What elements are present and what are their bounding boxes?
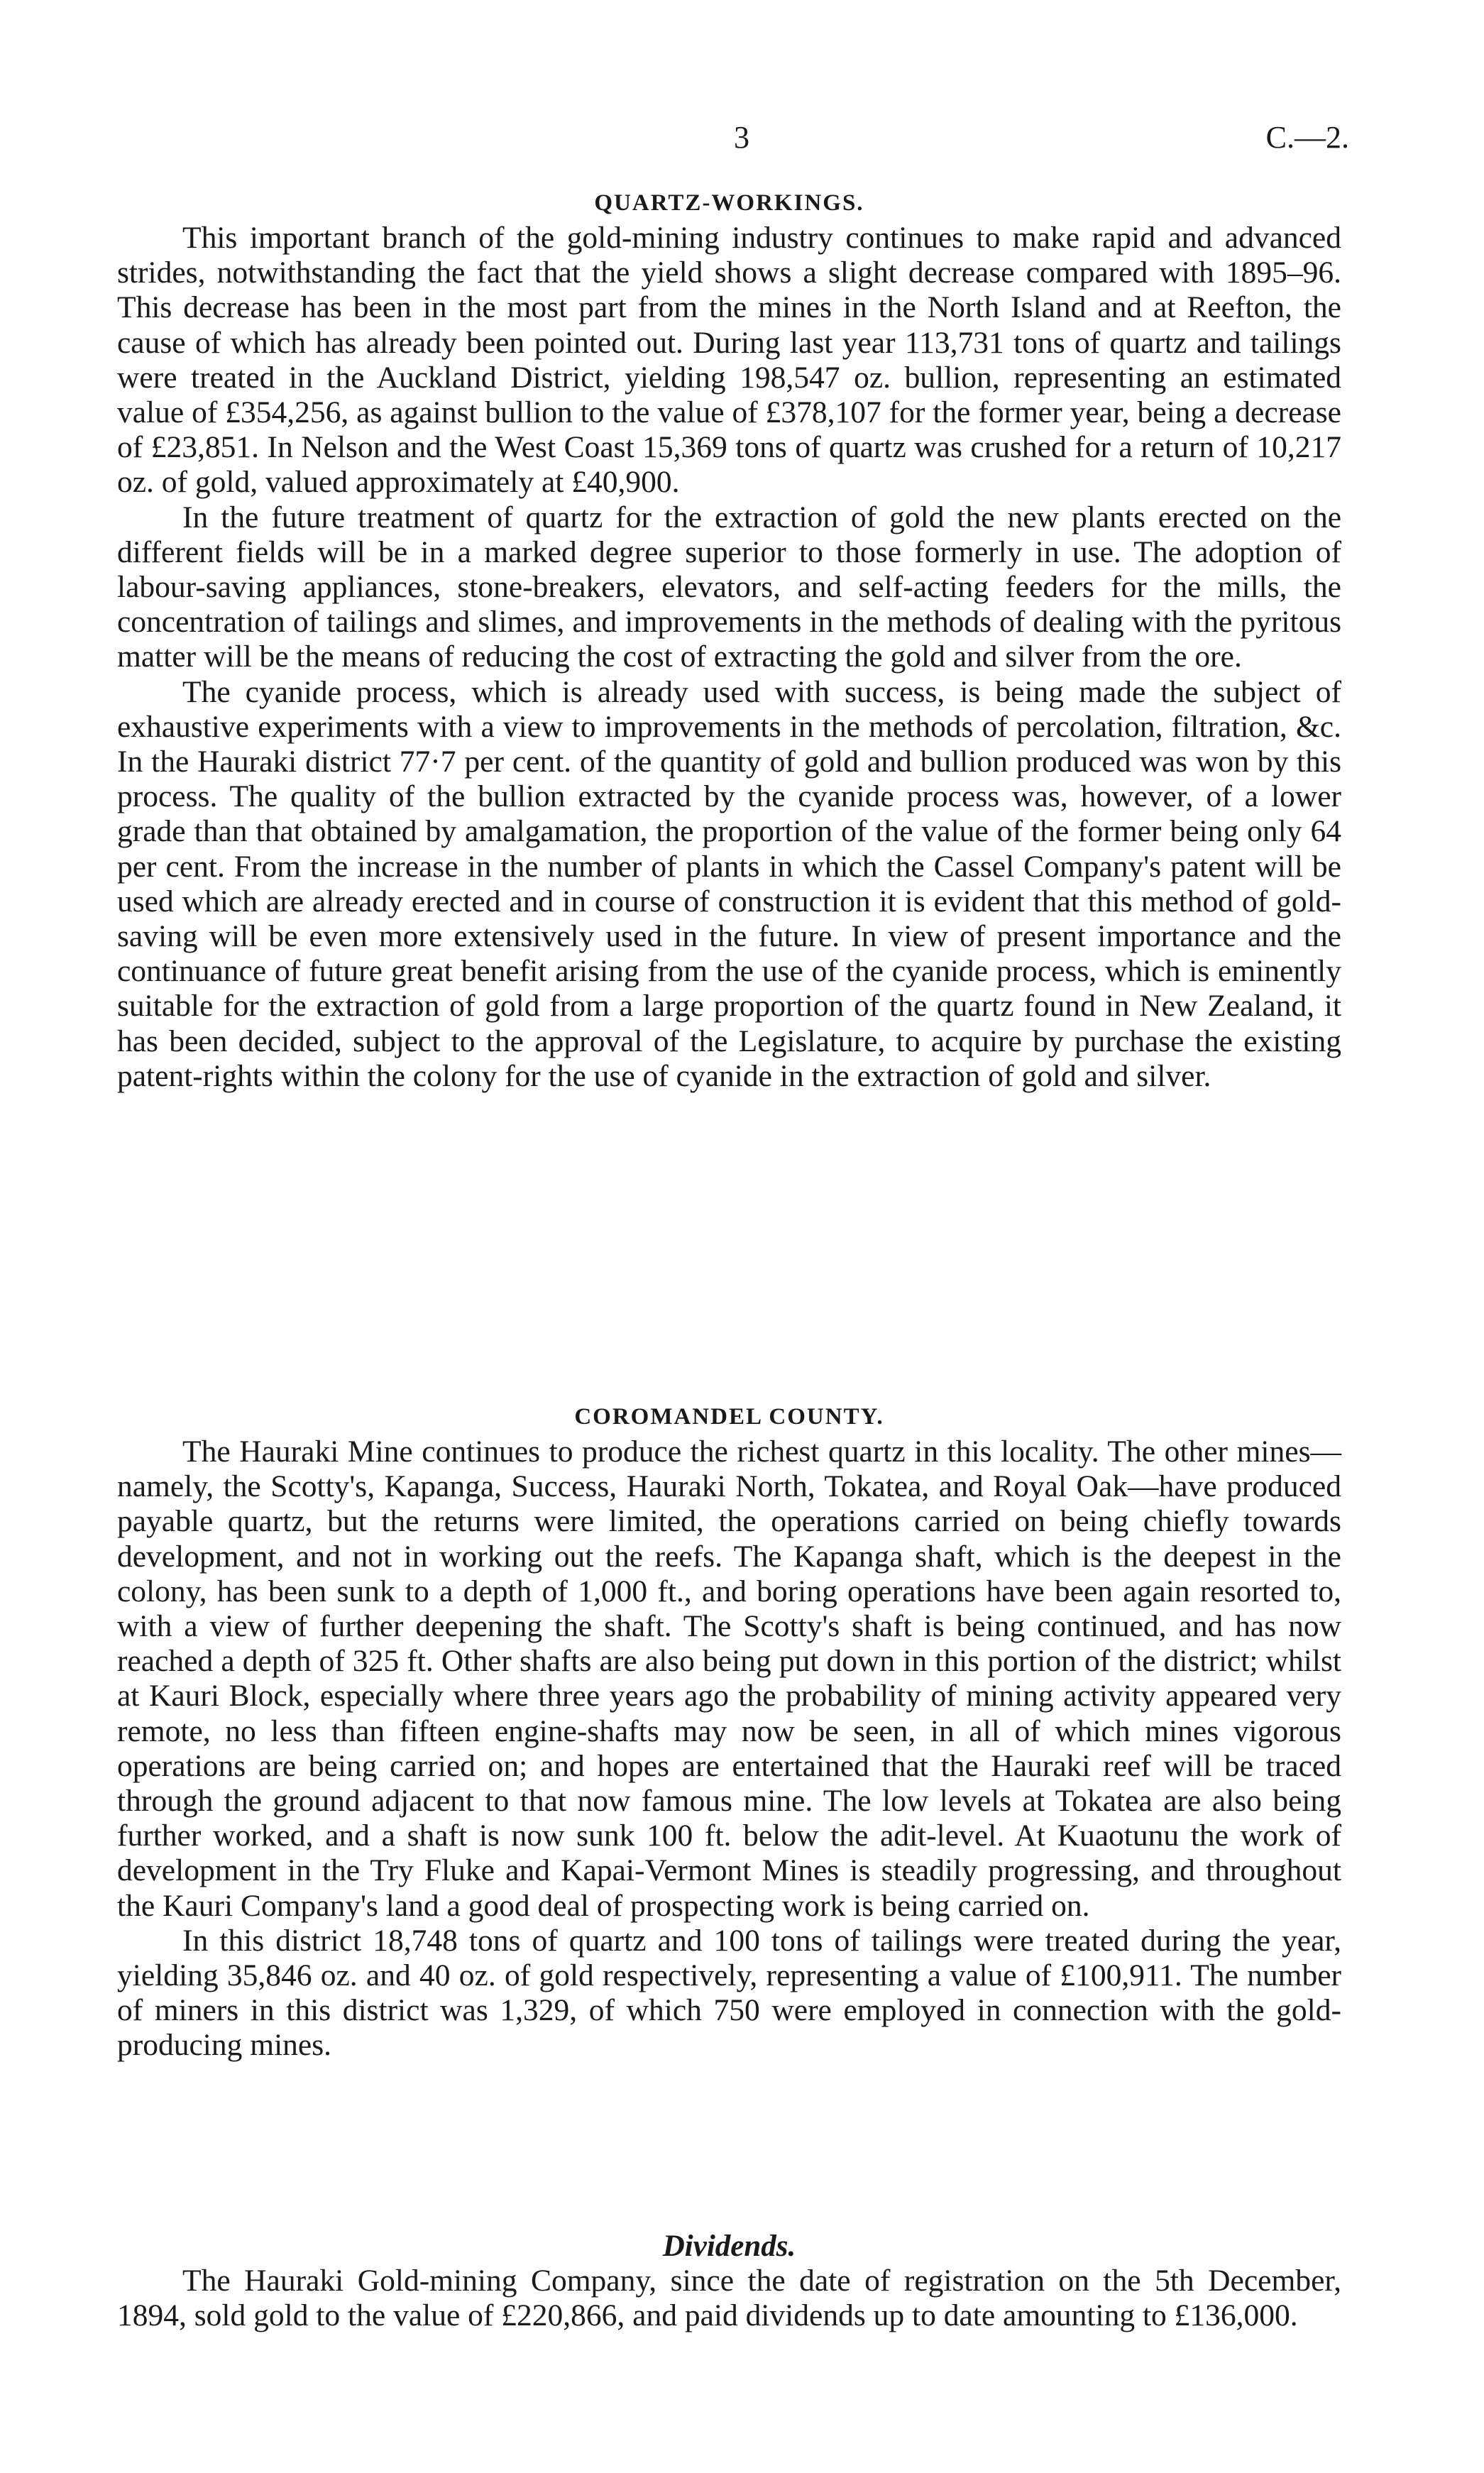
section-dividends [117, 2229, 1341, 2333]
paragraph: This important branch of the gold-mining industry continues to make rapid and advanced strides, notwithstanding the fact that the yield shows a slight decrease compared with 1895–96. This decrease has been in the most part from the mines in the North Island and at Reefton, the cause of which has already been pointed out. During last year 113,731 tons of quartz and tailings were treated in the Auckland District, yielding 198,547 oz. bullion, representing an estimated value of £354,256, as against bullion to the value of £378,107 for the former year, being a decrease of £23,851. In Nelson and the West Coast 15,369 tons of quartz was crushed for a return of 10,217 oz. of gold, valued approximately at £40,900. [117, 221, 1341, 500]
paragraph: The Hauraki Gold-mining Company, since the date of registration on the 5th December, 1894, sold gold to the value of £220,866, and paid dividends up to date amounting to £136,000. [117, 2264, 1341, 2333]
paragraph: In the future treatment of quartz for the extraction of gold the new plants erected on the different fields will be in a marked degree superior to those formerly in use. The adoption of labour-saving appliances, stone-breakers, elevators, and self-acting feeders for the mills, the concentration of tailings and slimes, and improvements in the methods of dealing with the pyritous matter will be the means of reducing the cost of extracting the gold and silver from the ore. [117, 500, 1341, 674]
subsection-heading: Dividends. [662, 2230, 796, 2263]
paragraph: The Hauraki Mine continues to produce the richest quartz in this locality. The other mines—namely, the Scotty's, Kapanga, Success, Hauraki North, Tokatea, and Royal Oak—have produced payable quartz, but the returns were limited, the operations carried on being chiefly towards development, and not in working out the reefs. The Kapanga shaft, which is the deepest in the colony, has been sunk to a depth of 1,000 ft., and boring operations have been again resorted to, with a view of further deepening the shaft. The Scotty's shaft is being continued, and has now reached a depth of 325 ft. Other shafts are also being put down in this portion of the district; whilst at Kauri Block, especially where three years ago the probability of mining activity appeared very remote, no less than fifteen engine-shafts may now be seen, in all of which mines vigorous operations are being carried on; and hopes are entertained that the Hauraki reef will be traced through the ground adjacent to that now famous mine. The low levels at Tokatea are also being further worked, and a shaft is now sunk 100 ft. below the adit-level. At Kuaotunu the work of development in the Try Fluke and Kapai-Vermont Mines is steadily progressing, and throughout the Kauri Company's land a good deal of prospecting work is being carried on. [117, 1435, 1341, 1923]
page-number: 3 [734, 120, 749, 155]
section-coromandel-county [117, 1400, 1341, 2063]
page-header [0, 119, 1484, 169]
paragraph: The cyanide process, which is already used with success, is being made the subject of exhaustive experiments with a view to improvements in the methods of percolation, filtration, &c. In the Hauraki district 77·7 per cent. of the quantity of gold and bullion produced was won by this process. The quality of the bullion extracted by the cyanide process was, however, of a lower grade than that obtained by amalgamation, the proportion of the value of the former being only 64 per cent. From the increase in the number of plants in which the Cassel Company's patent will be used which are already erected and in course of construction it is evident that this method of gold-saving will be even more extensively used in the future. In view of present importance and the continuance of future great benefit arising from the use of the cyanide process, which is eminently suitable for the extraction of gold from a large proportion of the quartz found in New Zealand, it has been decided, subject to the approval of the Legislature, to acquire by purchase the existing patent-rights within the colony for the use of cyanide in the extraction of gold and silver. [117, 674, 1341, 1093]
paragraph: In this district 18,748 tons of quartz and 100 tons of tailings were treated during the year, yielding 35,846 oz. and 40 oz. of gold respectively, representing a value of £100,911. The number of miners in this district was 1,329, of which 750 were employed in connection with the gold-producing mines. [117, 1923, 1341, 2063]
section-heading: COROMANDEL COUNTY. [574, 1404, 884, 1430]
section-heading: QUARTZ-WORKINGS. [594, 190, 864, 216]
document-reference: C.—2. [1265, 120, 1349, 155]
section-quartz-workings [117, 186, 1341, 1094]
